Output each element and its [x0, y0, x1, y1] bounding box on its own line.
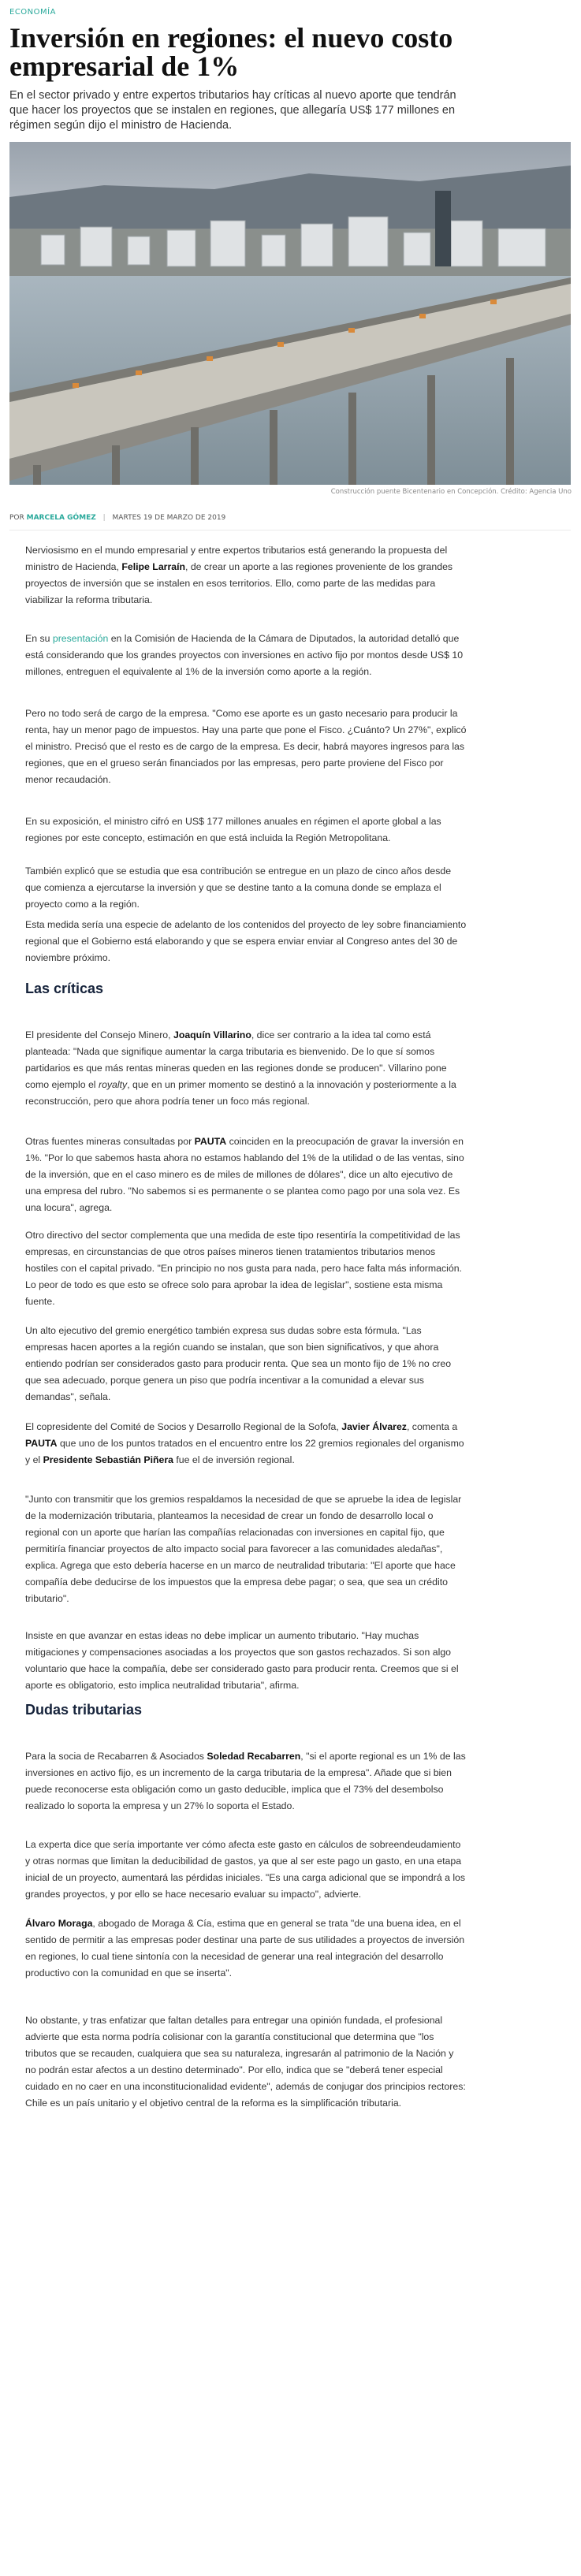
paragraph-10: Un alto ejecutivo del gremio energético también expresa sus dudas sobre esta fórmula. "Las empresas hacen aportes a la región cuando se instalan, que son bien significativos, y que ahora entiendo podrían ser considerados gasto para producir renta. Que sea un monto fijo de 1% no creo que sea adecuado, porque genera un piso que podría incentivar a la comunidad a elevar sus demandas", señala. — [25, 1325, 452, 1402]
paragraph-14: Para la socia de Recabarren & Asociados Soledad Recabarren, "si el aporte regional es un 1% de las inversiones en activo fijo, es un incremento de la carga tributaria de la empresa". Añade que si bien puede reconocerse esta obligación como un gasto deducible, implica que el 73% del desembolso realizado lo soporta la empresa y un 27% lo soporta el Estado. — [25, 1751, 466, 1811]
paragraph-5: También explicó que se estudia que esa contribución se entregue en un plazo de cinco años desde que comienza a ejercutarse la inversión y que se destine tanto a la comuna donde se emplaza el proyecto como a la región. — [25, 865, 452, 910]
paragraph-4: En su exposición, el ministro cifró en US$ 177 millones anuales en régimen el aporte global a las regiones por este concepto, estimación en que está incluida la Región Metropolitana. — [25, 816, 441, 843]
paragraph-7: El presidente del Consejo Minero, Joaquín Villarino, dice ser contrario a la idea tal como está planteada: "Nada que signifique aumentar la carga tributaria es bienvenido. De lo que sí somos partidarios es que más rentas mineras queden en las regiones donde se producen". Villarino pone como ejemplo el royalty, que en un primer momento se destinó a la innovación y posteriormente a la reconstrucción, pero que ahora podría tener un foco más regional. — [25, 1029, 456, 1107]
byline-prefix: POR — [9, 514, 24, 522]
paragraph-13: Insiste en que avanzar en estas ideas no debe implicar un aumento tributario. "Hay muchas mitigaciones y compensaciones asociadas a los proyectos que son gastos rechazados. Si son algo voluntario que hace la compañía, debe ser considerado gasto para producir renta. Creemos que si el aporte es obligatorio, esto implica neutralidad tributaria", afirma. — [25, 1630, 459, 1691]
paragraph-9: Otro directivo del sector complementa que una medida de este tipo resentiría la competitividad de las empresas, en circunstancias de que otros países mineros tienen tratamientos tributarios menos hostiles con el capital privado. "En principio no nos gusta para nada, pero hace falta más información. Lo peor de todo es que esto se ofrece solo para aprobar la idea de legislar", sostiene esta misma fuente. — [25, 1230, 462, 1307]
person-name: Felipe Larraín — [121, 561, 185, 572]
byline-separator: | — [102, 514, 106, 522]
image-caption: Construcción puente Bicentenario en Concepción. Crédito: Agencia Uno — [330, 488, 572, 496]
paragraph-1: Nerviosismo en el mundo empresarial y entre expertos tributarios está generando la propuesta del ministro de Hacienda, Felipe Larraín, de crear un aporte a las regiones proveniente de los grandes proyectos de inversión que se instalen en esos territorios. Ello, como parte de las medidas para viabilizar la reforma tributaria. — [25, 545, 453, 605]
author-link[interactable]: MARCELA GÓMEZ — [26, 514, 96, 522]
article-title: Inversión en regiones: el nuevo costo empresarial de 1% — [9, 22, 453, 82]
byline — [9, 514, 225, 522]
article-lead: En el sector privado y entre expertos tributarios hay críticas al nuevo aporte que tendrán que hacer los proyectos que se instalen en regiones, que allegaría US$ 177 millones en régimen según dijo el ministro de Hacienda. — [9, 89, 456, 132]
paragraph-2: En su presentación en la Comisión de Hacienda de la Cámara de Diputados, la autoridad detalló que está considerando que los grandes proyectos con inversiones en activo fijo por montos desde US$ 10 millones, entreguen el equivalente al 1% de la inversión como aporte a la región. — [25, 633, 464, 677]
paragraph-17: No obstante, y tras enfatizar que faltan detalles para entregar una opinión fundada, el profesional advierte que esta norma podría colisionar con la garantía constitucional que determina que "los tributos que se recauden, cualquiera que sea su naturaleza, ingresarán al patrimonio de la Nación y no podrán estar afectos a un destino determinado". Por ello, indica que se "deberá tener especial cuidado en no caer en una inconstitucionalidad evidente", además de conjugar dos principios rectores: Chile es un país unitario y el objetivo central de la reforma es la simplificación tributaria. — [25, 2015, 466, 2109]
paragraph-15: La experta dice que sería importante ver cómo afecta este gasto en cálculos de sobreendeudamiento y otras normas que limitan la deducibilidad de gastos, ya que al ser este pago un gasto, en una etapa inicial de un proyecto, aumentará las pérdidas iniciales. "Es una carga adicional que se impondrá a los grandes proyectos, y por ello se hace necesario evaluar su impacto", advierte. — [25, 1839, 466, 1900]
paragraph-3: Pero no todo será de cargo de la empresa. "Como ese aporte es un gasto necesario para producir la renta, hay un menor pago de impuestos. Hay una parte que pone el Fisco. ¿Cuánto? Un 27%", explicó el ministro. Precisó que el resto es de cargo de la empresa. Es decir, habrá mayores ingresos para las regiones, que en el grueso serán financiados por las empresas, pero parte proviene del Fisco por menor recaudación. — [25, 708, 467, 785]
paragraph-16: Álvaro Moraga, abogado de Moraga & Cía, estima que en general se trata "de una buena idea, en el sentido de permitir a las empresas poder destinar una parte de sus utilidades a proyectos de inversión en regiones, lo cual tiene sintonía con la necesidad de generar una real integración del desarrollo productivo con la comunidad en que se inserta". — [25, 1918, 465, 1979]
paragraph-12: "Junto con transmitir que los gremios respaldamos la necesidad de que se apruebe la idea de legislar de la modernización tributaria, planteamos la necesidad de crear un fondo de desarrollo local o regional con un aporte que harían las compañías relacionadas con inversiones en capital fijo, que permitiría financiar proyectos de alto impacto social para favorecer a las comunidades aledañas", explica. Agrega que esto debería hacerse en un marco de neutralidad tributaria: "El aporte que hace compañía debe deducirse de los impuestos que la empresa debe pagar; o sea, que sea un crédito tributario". — [25, 1494, 462, 1604]
publish-date: MARTES 19 DE MARZO DE 2019 — [112, 514, 226, 522]
paragraph-11: El copresidente del Comité de Socios y Desarrollo Regional de la Sofofa, Javier Álvarez, comenta a PAUTA que uno de los puntos tratados en el encuentro entre los 22 gremios regionales del organismo y el Presidente Sebastián Piñera fue el de inversión regional. — [25, 1421, 464, 1465]
subheading-dudas: Dudas tributarias — [25, 1702, 143, 1718]
section-tag[interactable]: ECONOMÍA — [9, 8, 56, 17]
paragraph-6: Esta medida sería una especie de adelanto de los contenidos del proyecto de ley sobre financiamiento regional que el Gobierno está elaborando y que se espera enviar enviar al Congreso antes del 30 de noviembre próximo. — [25, 919, 467, 963]
presentation-link[interactable]: presentación — [52, 633, 109, 644]
hero-image — [9, 142, 571, 485]
paragraph-8: Otras fuentes mineras consultadas por PAUTA coinciden en la preocupación de gravar la inversión en 1%. "Por lo que sabemos hasta ahora no estamos hablando del 1% de la utilidad o de las ventas, sino de la inversión, que en el caso minero es de miles de millones de dólares", dice un alto ejecutivo de una empresa del rubro. "No sabemos si es permanente o se plantea como pago por una sola vez. Es una locura", agrega. — [25, 1136, 464, 1213]
bridge-photo — [9, 142, 571, 485]
subheading-criticas: Las críticas — [25, 981, 104, 996]
